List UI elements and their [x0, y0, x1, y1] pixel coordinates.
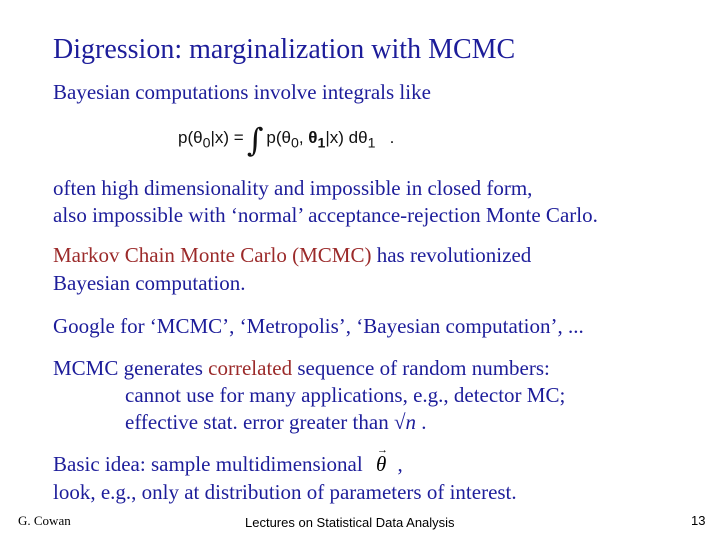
stat-error-line: effective stat. error greater than √n .: [125, 410, 427, 434]
footer-page-number: 13: [691, 513, 706, 528]
eq-lhs: $p(\theta_0|x)$ =: [178, 128, 244, 152]
sqrt-n: √n: [393, 410, 416, 434]
intro-text: Bayesian computations involve integrals like: [53, 80, 431, 104]
correlated-line: MCMC generates correlated sequence of random numbers:: [53, 356, 550, 380]
correlated-term: correlated: [208, 356, 293, 380]
parameters-line: look, e.g., only at distribution of parameters of interest.: [53, 480, 517, 504]
mcmc-line-2: Bayesian computation.: [53, 271, 246, 295]
basic-idea-line: Basic idea: sample multidimensional → θ ,: [53, 444, 403, 476]
footer-course: Lectures on Statistical Data Analysis: [245, 515, 455, 530]
eq-rhs: $p(\theta_0$, $\theta_1|x$) $d\theta_1$ .: [266, 128, 395, 152]
mcmc-line-1: Markov Chain Monte Carlo (MCMC) has revolutionized: [53, 243, 532, 267]
marginalization-equation: [178, 120, 394, 160]
slide-title: Digression: marginalization with MCMC: [53, 34, 516, 65]
theta-vector: → θ: [375, 444, 388, 476]
footer-author: G. Cowan: [18, 513, 71, 528]
mcmc-term: Markov Chain Monte Carlo (MCMC): [53, 243, 372, 267]
integral-sign: ∫: [246, 121, 264, 159]
dimensionality-line: often high dimensionality and impossible in closed form,: [53, 176, 533, 200]
acceptance-rejection-line: also impossible with ‘normal’ acceptance-rejection Monte Carlo.: [53, 203, 598, 227]
google-line: Google for ‘MCMC’, ‘Metropolis’, ‘Bayesian computation’, ...: [53, 314, 584, 338]
detector-mc-line: cannot use for many applications, e.g., detector MC;: [125, 383, 566, 407]
